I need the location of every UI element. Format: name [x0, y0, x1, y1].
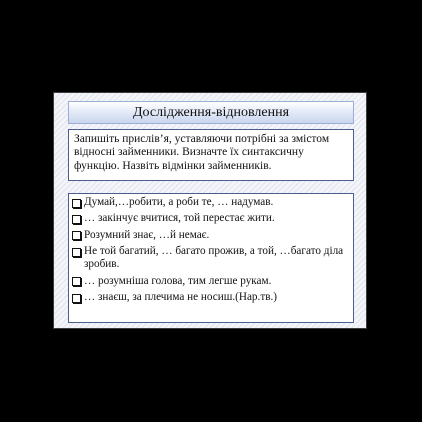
- list-item: [72, 275, 350, 288]
- list-item-text: … знаєш, за плечима не носиш.(Нар.тв.): [84, 291, 278, 304]
- list-item: [72, 229, 350, 242]
- list-item-text: … розумніша голова, тим легше рукам.: [84, 274, 272, 287]
- slide: [53, 92, 367, 329]
- task-instructions: [68, 129, 354, 181]
- proverb-list: [68, 193, 354, 323]
- list-item-text: Думай,…робити, а роби те, … надумав.: [84, 196, 274, 208]
- checkbox-bullet-icon: [72, 199, 81, 208]
- checkbox-bullet-icon: [72, 294, 81, 303]
- checkbox-bullet-icon: [72, 248, 81, 257]
- list-item: [72, 196, 350, 209]
- list-item-text: Не той багатий, … багато прожив, а той, …багато діла зробив.: [84, 245, 344, 271]
- slide-title: [68, 101, 354, 124]
- list-item: [72, 245, 350, 271]
- list-item-text: Розумний знає, …й немає.: [84, 228, 210, 241]
- list-item: [72, 212, 350, 225]
- checkbox-bullet-icon: [72, 215, 81, 224]
- list-item-text: … закінчує вчитися, той перестає жити.: [84, 212, 275, 225]
- checkbox-bullet-icon: [72, 231, 81, 240]
- slide-title-text: Дослідження-відновлення: [132, 104, 290, 120]
- task-text: Запишіть прислів’я, уставляючи потрібні за змістом відносні займенники. Визначте їх синтаксичну функцію. Назвіть відмінки займенників.: [74, 133, 330, 172]
- checkbox-bullet-icon: [72, 277, 81, 286]
- list-item: [72, 291, 350, 304]
